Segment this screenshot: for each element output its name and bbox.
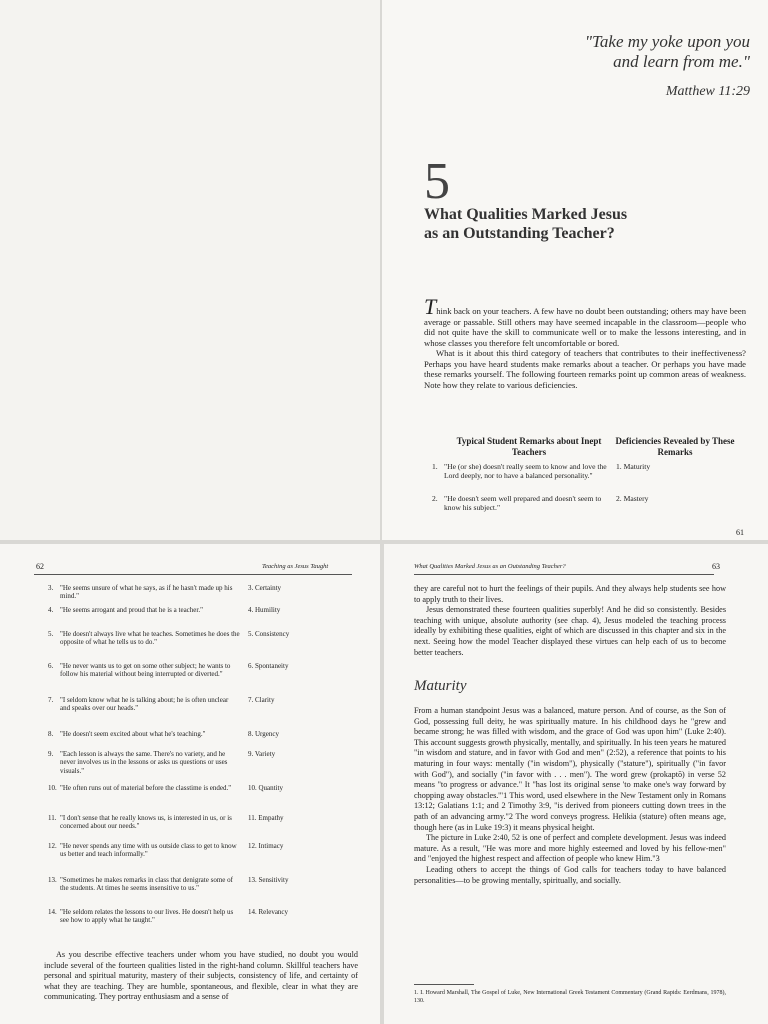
epigraph-line-1: "Take my yoke upon you — [584, 32, 750, 51]
remark-number: 5. — [48, 630, 54, 638]
table-head-deficiencies: Deficiencies Revealed by These Remarks — [615, 436, 735, 457]
running-head: What Qualities Marked Jesus as an Outstanding Teacher? — [414, 563, 566, 570]
chapter-number: 5 — [424, 153, 450, 210]
remark-text: "Each lesson is always the same. There's no variety, and he never involves us in the lessons or asks us questions or uses visuals." — [60, 750, 228, 775]
remark-number: 7. — [48, 696, 54, 704]
deficiency-label: 8. Urgency — [248, 730, 279, 738]
page-number: 62 — [36, 562, 44, 571]
remark-text: "He doesn't always live what he teaches. Sometimes he does the opposite of what he tells us to do." — [60, 630, 240, 647]
deficiency-label: 4. Humility — [248, 606, 281, 614]
drop-cap: T — [424, 294, 437, 319]
page-62 — [0, 544, 380, 1024]
remark-text: "He often runs out of material before the classtime is ended." — [60, 784, 232, 792]
page-number: 61 — [736, 528, 744, 537]
header-rule — [34, 574, 352, 575]
remark-text: "He seems arrogant and proud that he is a teacher." — [60, 606, 203, 614]
deficiency-label: 7. Clarity — [248, 696, 275, 704]
running-head: Teaching as Jesus Taught — [262, 563, 329, 570]
chapter-title: What Qualities Marked Jesus as an Outstanding Teacher? — [424, 206, 628, 242]
footnote: 1. I. Howard Marshall, The Gospel of Luke, New International Greek Testament Commentary (Grand Rapids: Eerdmans, 1978), 130. — [414, 990, 726, 1004]
remark-number: 1. — [432, 462, 438, 471]
deficiency-label: 11. Empathy — [248, 814, 284, 822]
deficiency-label: 2. Mastery — [616, 494, 649, 503]
remark-item — [48, 876, 240, 893]
deficiency-label: 1. Maturity — [616, 462, 651, 471]
remark-number: 14. — [48, 908, 57, 916]
remark-text: "I seldom know what he is talking about; he is often unclear and speaks over our heads." — [60, 696, 229, 713]
page-63 — [384, 544, 768, 1024]
paragraph: Leading others to accept the things of God calls for teachers today to have balanced personalities—to be growing mentally, spiritually, and socially. — [414, 864, 726, 885]
remark-number: 13. — [48, 876, 57, 884]
remark-item — [48, 842, 240, 859]
remark-number: 6. — [48, 662, 54, 670]
epigraph — [585, 32, 750, 102]
remark-item — [48, 606, 240, 614]
body-text-maturity — [414, 706, 726, 886]
remark-number: 11. — [48, 814, 57, 822]
paragraph: they are careful not to hurt the feelings of their pupils. And they always help students see how to apply truth to their lives. — [414, 584, 726, 604]
paragraph: From a human standpoint Jesus was a balanced, mature person. And of course, as the Son of God, possessing full deity, he was spiritually mature. In his childhood days he "grew and became strong; he was filled with wisdom, and the grace of God was upon him" (Luke 2:40). This account suggests growth physically, mentally, and spiritually. In his teen years he matured "in wisdom and stature, and in favor with God and men" (2:52), a reference that points to his maturing in four ways: mentally ("in wisdom"), physically ("stature"), spiritually ("in favor with God"), and socially ("in favor with . . . men"). The word grew (prokaptō) in verse 52 means "to progress or advance." It "has lost its original sense 'to make one's way forward by chopping away obstacles.'"1 This word, used elsewhere in the New Testament only in Romans 13:12; Galatians 1:1; and 2 Timothy 3:9, "is derived from pioneers cutting down trees in the path of an advancing army."2 The word conveys progress. Helikia (stature) often means age, though here (as in Luke 19:3) it means physical height. — [414, 706, 726, 832]
deficiency-label: 3. Certainty — [248, 584, 282, 592]
remark-text: "He seldom relates the lessons to our lives. He doesn't help us see how to apply what he taught." — [60, 908, 234, 925]
remark-text: "He seems unsure of what he says, as if he hasn't made up his mind." — [60, 584, 233, 601]
remark-item — [48, 784, 240, 792]
remark-number: 2. — [432, 494, 438, 503]
remark-number: 3. — [48, 584, 54, 592]
remark-item — [48, 630, 240, 647]
intro-paragraph-1: hink back on your teachers. A few have no doubt been outstanding; others may have been average or passable. Still others may have seemed incapable in the classroom—people who did not quite have the skill to communicate well or to make the lessons interesting, and in whose classes you therefore felt uncomfortable or bored. — [424, 306, 746, 348]
deficiency-label: 5. Consistency — [248, 630, 290, 638]
epigraph-line-2: and learn from me." — [613, 52, 750, 71]
remark-number: 10. — [48, 784, 57, 792]
deficiency-label: 6. Spontaneity — [248, 662, 289, 670]
deficiency-label: 14. Relevancy — [248, 908, 289, 916]
intro-text — [424, 294, 746, 390]
remark-item — [48, 814, 240, 831]
header-rule — [414, 574, 714, 575]
remark-item — [48, 750, 240, 775]
remark-item — [48, 908, 240, 925]
section-heading: Maturity — [414, 678, 467, 694]
remark-number: 9. — [48, 750, 54, 758]
deficiency-label: 10. Quantity — [248, 784, 283, 792]
epigraph-source: Matthew 11:29 — [665, 84, 750, 99]
remark-item — [48, 696, 240, 713]
deficiency-label: 13. Sensitivity — [248, 876, 289, 884]
remark-text: "Sometimes he makes remarks in class that denigrate some of the students. At times he seems insensitive to us." — [60, 876, 233, 893]
remark-number: 12. — [48, 842, 57, 850]
page-61 — [382, 0, 768, 540]
remark-number: 4. — [48, 606, 54, 614]
table-head-remarks: Typical Student Remarks about Inept Teachers — [456, 436, 602, 457]
page-number: 63 — [712, 562, 720, 571]
footnote-rule — [414, 984, 474, 985]
paragraph: The picture in Luke 2:40, 52 is one of perfect and complete development. Jesus was indeed mature. As a result, "He was more and more highly esteemed and loved by his fellow-men" and "enjoyed the highest respect and affection of people who knew Him."3 — [414, 833, 726, 864]
remark-text: "I don't sense that he really knows us, is interested in us, or is concerned about our needs." — [60, 814, 232, 831]
remark-text: "He (or she) doesn't really seem to know and love the Lord deeply, nor to have a balanced personality." — [444, 462, 607, 480]
deficiency-label: 9. Variety — [248, 750, 276, 758]
blank-page-top-left — [0, 0, 380, 540]
remark-item — [48, 584, 240, 601]
remark-text: "He never spends any time with us outside class to get to know us better and teach informally." — [60, 842, 237, 859]
closing-paragraph: As you describe effective teachers under whom you have studied, no doubt you would include several of the fourteen qualities listed in the right-hand column. Skillful teachers have personal and spiritual maturity, mastery of their subjects, consistency of life, and certainty of what they are teaching. They are humble, spontaneous, and flexible, clear in what they are communicating. They portray enthusiasm and a sense of — [44, 950, 358, 1002]
remark-text: "He doesn't seem well prepared and doesn't seem to know his subject." — [444, 494, 602, 512]
remark-text: "He never wants us to get on some other subject; he wants to follow his material without being interrupted or diverted." — [60, 662, 231, 679]
deficiency-label: 12. Intimacy — [248, 842, 284, 850]
remark-item — [48, 662, 240, 679]
remark-number: 8. — [48, 730, 54, 738]
intro-paragraph-2: What is it about this third category of teachers that contributes to their ineffectiveness? Perhaps you have heard students make remarks about a teacher. Or perhaps you have made these remarks yourself. The following fourteen remarks point up common areas of weakness. Note how they relate to various deficiencies. — [424, 348, 746, 390]
remark-item — [48, 730, 240, 738]
body-text-top — [414, 584, 726, 658]
remark-text: "He doesn't seem excited about what he's teaching." — [60, 730, 206, 738]
paragraph: Jesus demonstrated these fourteen qualities superbly! And he did so consistently. Besides teaching with unique, absolute authority (see chap. 4), Jesus modeled the teaching process ideally by exhibiting these qualities, eight of which are discussed in this chapter and six in the next. Seeing how the model Teacher displayed these virtues can help each of us to become better teachers. — [414, 605, 726, 657]
